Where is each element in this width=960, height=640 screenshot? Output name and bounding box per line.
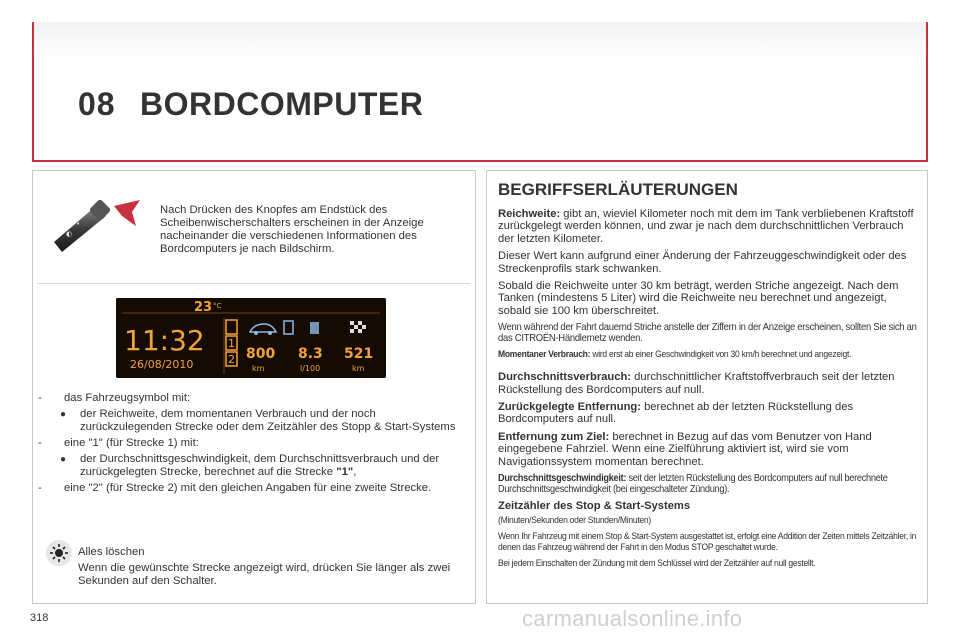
svg-text:◐: ◐ [66, 230, 73, 238]
definitions-title: BEGRIFFSERLÄUTERUNGEN [498, 180, 738, 199]
text-reichweite-2: Dieser Wert kann aufgrund einer Änderung der Fahrzeuggeschwindigkeit oder des Streckenprofils stark schwanken. [498, 250, 907, 275]
watermark: carmanualsonline.info [522, 606, 743, 631]
text-reichweite-3: Sobald die Reichweite unter 30 km beträgt, werden Striche angezeigt. Nach dem Tanken (mindestens 5 Liter) wird die Reichweite neu berechnet und angezeigt, sobald sie 100 km überschreitet. [498, 280, 899, 317]
list-subitem-bold: "1" [336, 466, 354, 478]
display-range-value: 800 [246, 346, 276, 362]
list-item-text: eine "2" (für Strecke 2) mit den gleichen Angaben für eine zweite Strecke. [64, 482, 432, 494]
chapter-number: 08 [78, 86, 116, 122]
list-item-text: eine "1" (für Strecke 1) mit: [64, 437, 199, 449]
display-trip-1: 1 [228, 337, 235, 350]
svg-text:•: • [76, 220, 81, 228]
list-item-text: das Fahrzeugsymbol mit: [64, 392, 191, 404]
list-subitem-text: der Durchschnittsgeschwindigkeit, dem Durchschnittsverbrauch und der zurückgelegten Strecke, berechnet auf die Strecke [80, 453, 440, 478]
list-subitem: ● der Reichweite, dem momentanen Verbrauch und der noch zurückzulegenden Strecke oder dem Zeitzähler des Stopp & Start-Systems [60, 408, 456, 433]
text-durchschnittsverbrauch: durchschnittlicher Kraftstoffverbrauch seit der letzten Rückstellung des Bordcomputers auf null. [498, 371, 895, 396]
reset-icon [46, 540, 72, 566]
reset-text: Wenn die gewünschte Strecke angezeigt wird, drücken Sie länger als zwei Sekunden auf den Schalter. [78, 562, 451, 587]
display-temp-unit: °C [213, 302, 222, 310]
text-zeitzaehler-1: Wenn Ihr Fahrzeug mit einem Stop & Start-System ausgestattet ist, erfolgt eine Addition der Zeiten mittels Zeitzähler, in denen das Fahrzeug während der Fahrt in den Modus STOP geschaltet wurde. [498, 530, 917, 553]
list-item: - das Fahrzeugsymbol mit: [38, 392, 191, 404]
reset-title: Alles löschen [78, 546, 145, 558]
wiper-stalk-icon [48, 196, 148, 260]
display-temperature: 23 [194, 300, 213, 315]
term-reichweite: Reichweite: [498, 208, 561, 220]
term-ziel: Entfernung zum Ziel: [498, 430, 610, 443]
intro-text: Nach Drücken des Knopfes am Endstück des Scheibenwischerschalters erscheinen in der Anzeige nacheinander die verschiedenen Informationen des Bordcomputers je nach Bildschirm. [160, 204, 424, 255]
term-geschwindigkeit: Durchschnittsgeschwindigkeit: [498, 473, 627, 485]
text-reichweite: gibt an, wieviel Kilometer noch mit dem im Tank verbliebenen Kraftstoff zurückgelegt werden können, und zwar je nach dem durchschnittlichen Verbrauch der letzten Kilometer. [498, 208, 914, 245]
fuel-can-icon [310, 322, 319, 334]
term-durchschnittsverbrauch: Durchschnittsverbrauch: [498, 371, 632, 384]
text-zurueckgelegt: berechnet ab der letzten Rückstellung des Bordcomputers auf null. [498, 401, 854, 426]
page-number: 318 [30, 612, 49, 624]
text-geschwindigkeit: seit der letzten Rückstellung des Bordcomputers auf null berechnete Durchschnittsgeschwindigkeit (bei eingeschalteter Zündung). [498, 473, 888, 496]
list-item: - eine "2" (für Strecke 2) mit den gleichen Angaben für eine zweite Strecke. [38, 482, 432, 494]
display-range-unit: km [252, 364, 265, 373]
term-momentan: Momentaner Verbrauch: [498, 349, 591, 361]
multifunction-display [116, 298, 386, 378]
list-subitem-text: der Reichweite, dem momentanen Verbrauch und der noch zurückzulegenden Strecke oder dem Zeitzähler des Stopp & Start-Systems [80, 408, 456, 433]
text-reichweite-4: Wenn während der Fahrt dauernd Striche anstelle der Ziffern in der Anzeige erscheinen, sollten Sie sich an das CITROËN-Händlernetz wenden. [498, 321, 917, 345]
list-subitem: ● der Durchschnittsgeschwindigkeit, dem Durchschnittsverbrauch und der zurückgelegten Strecke, berechnet auf die Strecke "1", [60, 453, 440, 478]
text-zeitzaehler-units: (Minuten/Sekunden oder Stunden/Minuten) [498, 514, 651, 526]
display-distance-value: 521 [344, 346, 374, 362]
display-consumption-value: 8.3 [298, 346, 323, 362]
text-momentan: wird erst ab einer Geschwindigkeit von 30 km/h berechnet und angezeigt. [590, 349, 852, 361]
term-zeitzaehler: Zeitzähler des Stop & Start-Systems [498, 500, 691, 513]
text-ziel: berechnet in Bezug auf das vom Benutzer von Hand eingegebene Fahrziel. Wenn eine Zielführung aktiviert ist, wird sie vom Navigationssystem momentan berechnet. [498, 430, 872, 468]
list-item: - eine "1" (für Strecke 1) mit: [38, 437, 199, 449]
divider [38, 283, 470, 284]
definitions-body [498, 208, 922, 574]
text-zeitzaehler-2: Bei jedem Einschalten der Zündung mit dem Schlüssel wird der Zeitzähler auf null gestellt. [498, 557, 816, 569]
list-subitem-end: , [353, 466, 357, 478]
display-trip-2: 2 [228, 353, 235, 366]
display-date: 26/08/2010 [130, 358, 194, 371]
display-modes-list [38, 392, 468, 498]
display-distance-unit: km [352, 364, 365, 373]
display-time: 11:32 [124, 324, 205, 357]
display-consumption-unit: l/100 [300, 364, 321, 373]
term-zurueckgelegt: Zurückgelegte Entfernung: [498, 401, 641, 414]
chapter-title: BORDCOMPUTER [140, 86, 424, 122]
reset-section [78, 546, 463, 588]
